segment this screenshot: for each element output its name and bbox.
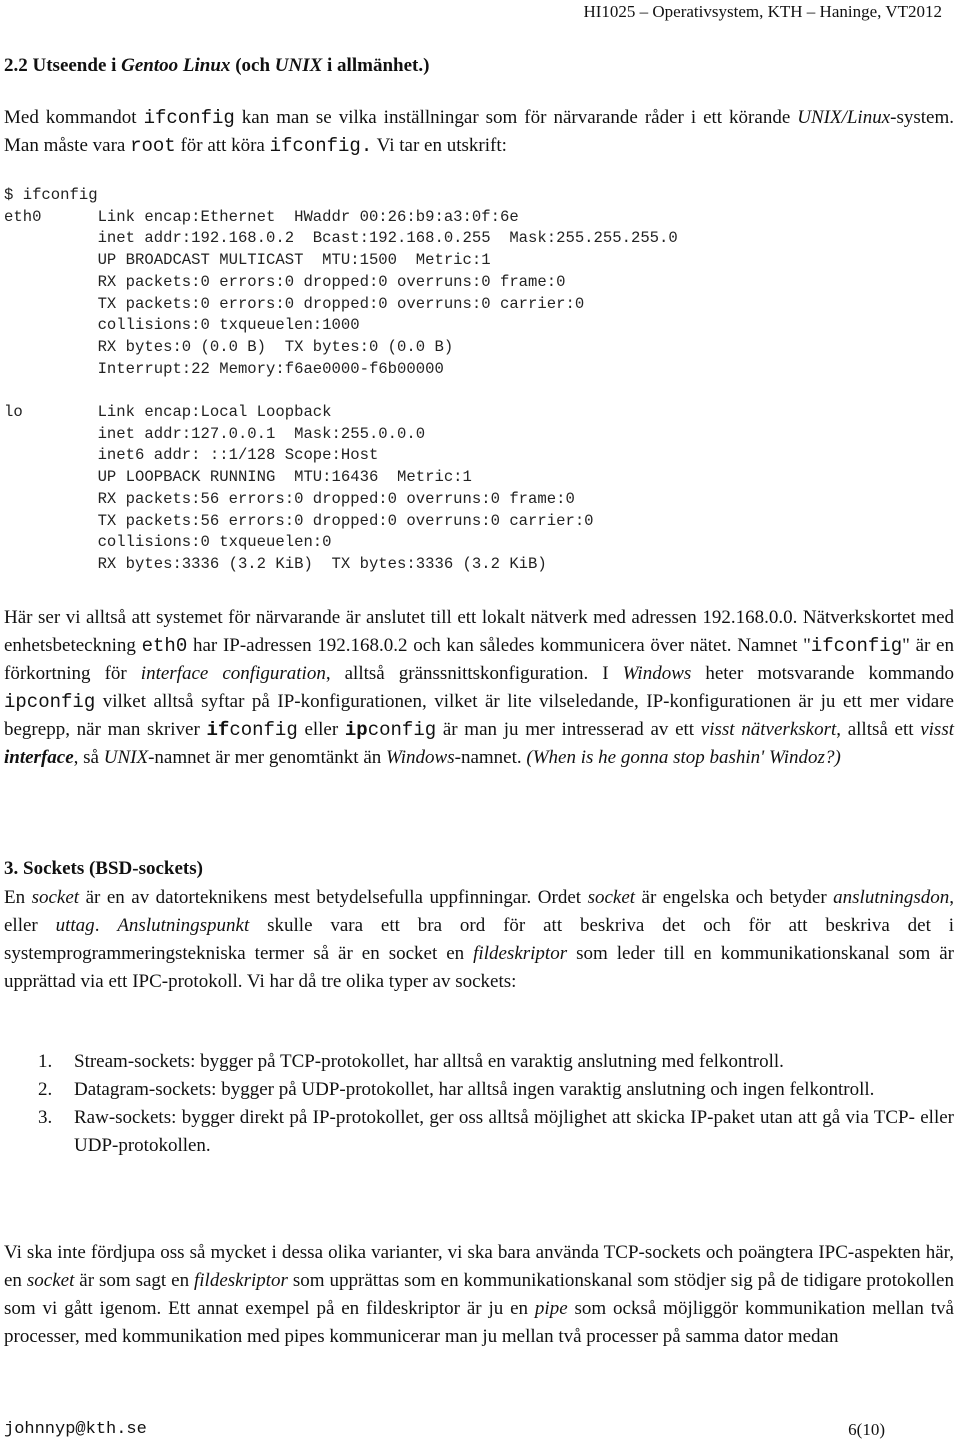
code-root: root <box>130 135 176 157</box>
text: Med kommandot <box>4 107 144 128</box>
sockets-paragraph <box>4 884 954 996</box>
code-config: config <box>367 719 437 741</box>
italic-term: interface configuration <box>140 663 326 684</box>
list-item <box>4 1104 954 1160</box>
italic-term: anslutningsdon <box>833 887 950 908</box>
list-text: Stream-sockets: bygger på TCP-protokollet, har alltså en varaktig anslutning med felkontroll. <box>74 1051 784 1072</box>
heading-gentoo: Gentoo Linux <box>121 55 231 76</box>
text: har IP-adressen 192.168.0.2 och kan således kommunicera över nätet. Namnet " <box>187 635 811 656</box>
page-number: 6(10) <box>848 1420 885 1439</box>
italic-socket: socket <box>587 887 636 908</box>
list-text: Raw-sockets: bygger direkt på IP-protokollet, ger oss alltså möjlighet att skicka IP-paket utan att gå via TCP- eller UDP-protokollen. <box>74 1107 954 1156</box>
text: är man ju mer intresserad av ett <box>436 719 701 740</box>
italic-windows: Windows <box>386 747 455 768</box>
text: vilket alltså syftar på IP-konfigurationen, vilket är lite vilseledande, IP-konfigurationen är ju ett mer vidare begrepp, när man skriver <box>4 691 954 740</box>
italic-term: pipe <box>534 1298 568 1319</box>
italic-windows: Windows <box>622 663 692 684</box>
text: Här ser vi alltså att systemet för närvarande är anslutet till ett lokalt nätverk med adressen 192.168.0.0. Nätverkskortet med enhetsbeteckning <box>4 607 954 656</box>
code-config: config <box>229 719 298 741</box>
list-number: 3. <box>38 1107 53 1128</box>
text: -namnet är mer genomtänkt än <box>148 747 386 768</box>
text: -namnet. <box>454 747 527 768</box>
italic-socket: socket <box>26 1270 75 1291</box>
italic-joke: (When is he gonna stop bashin' Windoz?) <box>526 747 841 768</box>
heading-text: i allmänhet.) <box>322 55 430 76</box>
text: är som sagt en <box>74 1270 194 1291</box>
italic-term: fildeskriptor <box>473 943 568 964</box>
text: , alltså ett <box>836 719 921 740</box>
text: En <box>4 887 32 908</box>
code-ifconfig: ifconfig <box>810 635 903 657</box>
italic-term: fildeskriptor <box>194 1270 288 1291</box>
page-header: HI1025 – Operativsystem, KTH – Haninge, VT2012 <box>583 2 942 21</box>
code-bold: if <box>206 719 230 741</box>
text: -system. Man måste vara <box>4 107 954 156</box>
socket-types-list <box>4 1048 954 1160</box>
list-item <box>4 1048 954 1076</box>
text: eller <box>297 719 345 740</box>
section-3-heading: 3. Sockets (BSD-sockets) <box>4 858 203 879</box>
text: kan man se vilka inställningar som för närvarande råder i ett körande <box>234 107 798 128</box>
footer-email: johnnyp@kth.se <box>4 1420 147 1439</box>
heading-unix: UNIX <box>274 55 323 76</box>
text: . <box>94 915 118 936</box>
text: " är en förkortning för <box>4 635 954 684</box>
text: för att köra <box>175 135 270 156</box>
code-ipconfig: ipconfig <box>4 691 96 713</box>
section-2-2-heading <box>4 55 429 77</box>
list-number: 2. <box>38 1079 53 1100</box>
text: skulle vara ett bra ord för att beskriva det och för att beskriva det i systemprogrammeringstekniska termer så är en socket en <box>4 915 954 964</box>
code-ifconfig: ifconfig <box>143 107 235 129</box>
text: som upprättas som en kommunikationskanal som stödjer sig på de tidigare protokollen som vi gått igenom. Ett annat exempel på en fildeskriptor är ju en <box>4 1270 954 1319</box>
text: Vi ska inte fördjupa oss så mycket i dessa olika varianter, vi ska bara använda TCP-sockets och poängtera IPC-aspekten här, en <box>4 1242 954 1291</box>
italic-term: Anslutningspunkt <box>117 915 250 936</box>
italic-term: visst nätverkskort <box>700 719 837 740</box>
text: , alltså gränssnittskonfiguration. I <box>325 663 623 684</box>
text: som också möjliggör kommunikation mellan två processer, med kommunikation med pipes kommunicerar man ju mellan två processer på samma dator medan <box>4 1298 954 1347</box>
heading-text: (och <box>230 55 275 76</box>
closing-paragraph <box>4 1239 954 1351</box>
bold-italic-interface: interface <box>4 747 74 768</box>
italic-unix: UNIX <box>103 747 149 768</box>
code-ifconfig: ifconfig. <box>269 135 373 157</box>
italic-term: uttag <box>55 915 95 936</box>
list-text: Datagram-sockets: bygger på UDP-protokollet, har alltså ingen varaktig anslutning och ingen felkontroll. <box>74 1079 875 1100</box>
text: Vi tar en utskrift: <box>372 135 507 156</box>
code-eth0: eth0 <box>141 635 188 657</box>
text: är engelska och betyder <box>635 887 834 908</box>
text: som leder till en kommunikationskanal som är upprättad via ett IPC-protokoll. Vi har då tre olika typer av sockets: <box>4 943 955 992</box>
text: , så <box>73 747 104 768</box>
list-item <box>4 1076 954 1104</box>
text: , eller <box>4 887 955 936</box>
list-number: 1. <box>38 1051 53 1072</box>
text: är en av datorteknikens mest betydelsefulla uppfinningar. Ordet <box>79 887 588 908</box>
italic-socket: socket <box>31 887 80 908</box>
text: heter motsvarande kommando <box>691 663 954 684</box>
italic-term: visst <box>920 719 954 740</box>
intro-paragraph <box>4 104 954 160</box>
explanation-paragraph <box>4 604 954 772</box>
heading-text: 2.2 Utseende i <box>4 55 122 76</box>
italic-unix-linux: UNIX/Linux <box>797 107 891 128</box>
code-bold: ip <box>344 719 368 741</box>
ifconfig-output: $ ifconfig eth0 Link encap:Ethernet HWaddr 00:26:b9:a3:0f:6e inet addr:192.168.0.2 Bcast:192.168.0.255 Mask:255.255.255.0 UP BROADCAST MULTICAST MTU:1500 Metric:1 RX packets:0 errors:0 dropped:0 overruns:0 frame:0 TX packets:0 errors:0 dropped:0 overruns:0 carrier:0 collisions:0 txqueuelen:1000 RX bytes:0 (0.0 B) TX bytes:0 (0.0 B) Interrupt:22 Memory:f6ae0000-f6b00000 lo Link encap:Local Loopback inet addr:127.0.0.1 Mask:255.0.0.0 inet6 addr: ::1/128 Scope:Host UP LOOPBACK RUNNING MTU:16436 Metric:1 RX packets:56 errors:0 dropped:0 overruns:0 frame:0 TX packets:56 errors:0 dropped:0 overruns:0 carrier:0 collisions:0 txqueuelen:0 RX bytes:3336 (3.2 KiB) TX bytes:3336 (3.2 KiB) <box>4 186 678 573</box>
